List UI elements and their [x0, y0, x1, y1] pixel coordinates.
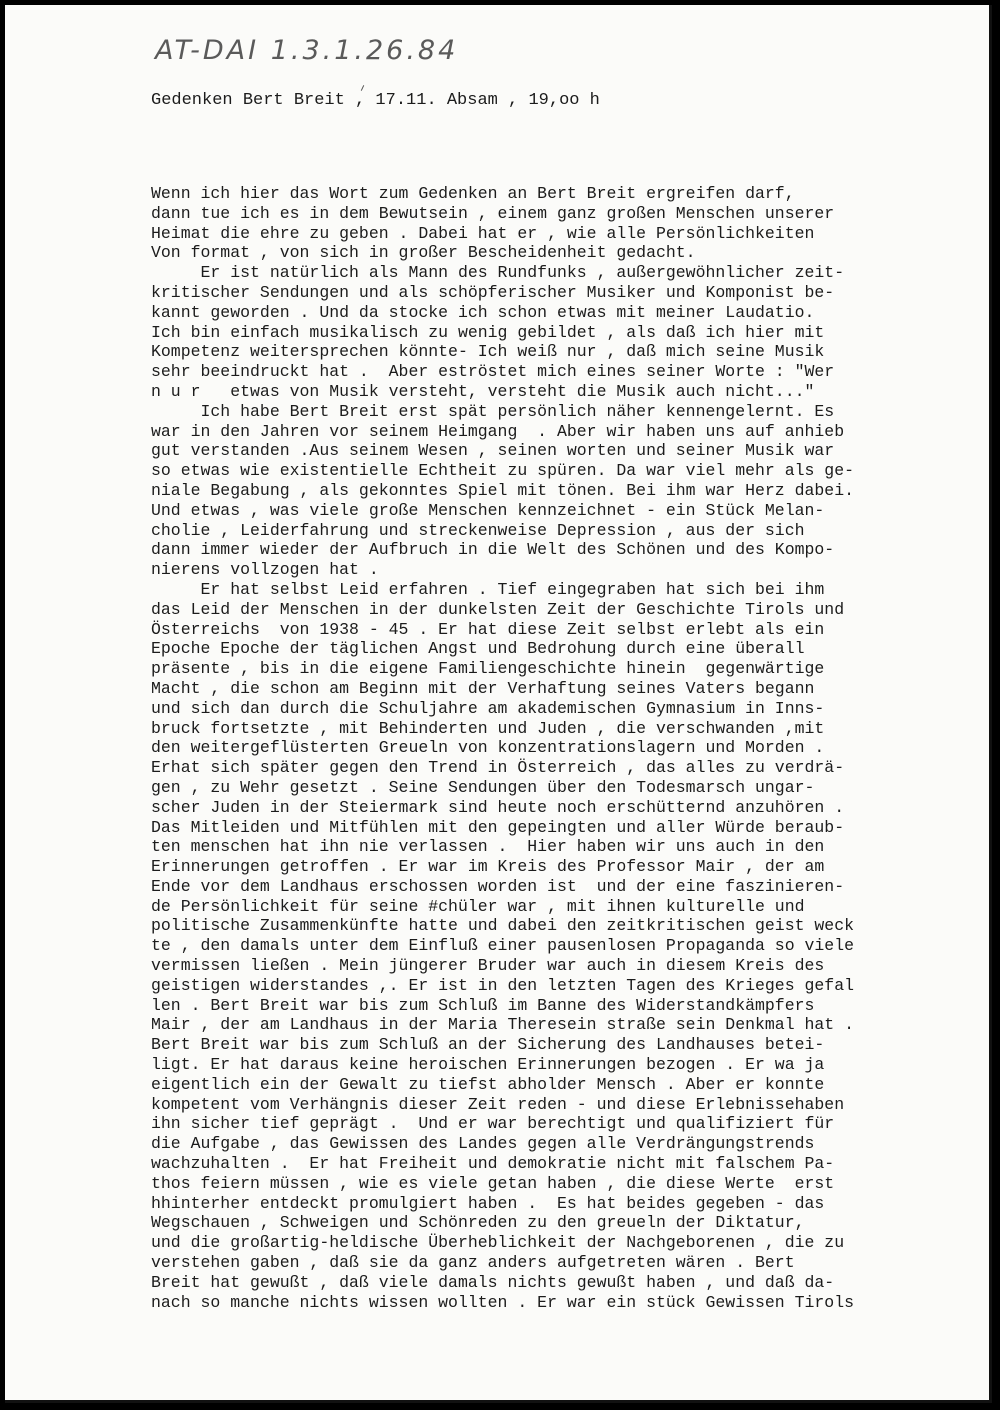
- text-line: Epoche Epoche der täglichen Angst und Bedrohung durch eine überall: [151, 639, 805, 659]
- text-line: gut verstanden .Aus seinem Wesen , seinen worten und seiner Musik war: [151, 441, 835, 461]
- text-line: Wenn ich hier das Wort zum Gedenken an Bert Breit ergreifen darf,: [151, 184, 795, 203]
- text-line: Und etwas , was viele große Menschen kennzeichnet - ein Stück Melan-: [151, 500, 825, 520]
- text-line: kritischer Sendungen und als schöpferischer Musiker und Komponist be-: [151, 282, 835, 302]
- text-line: Heimat die ehre zu geben . Dabei hat er , wie alle Persönlichkeiten: [151, 223, 815, 243]
- text-line: Macht , die schon am Beginn mit der Verhaftung seines Vaters begann: [151, 678, 815, 698]
- text-line: die Aufgabe , das Gewissen des Landes gegen alle Verdrängungstrends: [151, 1134, 815, 1154]
- text-line: Österreichs von 1938 - 45 . Er hat diese Zeit selbst erlebt als ein: [151, 619, 825, 639]
- text-line: geistigen widerstandes ,. Er ist in den letzten Tagen des Krieges gefal: [151, 975, 855, 995]
- text-line: niale Begabung , als gekonntes Spiel mit tönen. Bei ihm war Herz dabei.: [151, 480, 855, 500]
- text-line: cholie , Leiderfahrung und streckenweise Depression , aus der sich: [151, 520, 805, 540]
- text-line: ihn sicher tief geprägt . Und er war berechtigt und qualifiziert für: [151, 1114, 835, 1134]
- text-line: Ende vor dem Landhaus erschossen worden ist und der eine faszinieren-: [151, 876, 845, 896]
- text-line: kompetent vom Verhängnis dieser Zeit reden - und diese Erlebnissehaben: [151, 1094, 845, 1114]
- text-line: war in den Jahren vor seinem Heimgang . Aber wir haben uns auf anhieb: [151, 421, 845, 441]
- document-page: [5, 5, 992, 1403]
- text-line: und sich dan durch die Schuljahre am akademischen Gymnasium in Inns-: [151, 698, 825, 718]
- text-line: Breit hat gewußt , daß viele damals nichts gewußt haben , und daß da-: [151, 1272, 835, 1292]
- text-line: de Persönlichkeit für seine #chüler war , mit ihnen kulturelle und: [151, 896, 805, 916]
- body-text: [151, 184, 854, 1312]
- text-line: dann immer wieder der Aufbruch in die Welt des Schönen und des Kompo-: [151, 540, 835, 560]
- text-line: verstehen gaben , daß sie da ganz anders aufgetreten wären . Bert: [151, 1253, 795, 1273]
- text-line: gen , zu Wehr gesetzt . Seine Sendungen über den Todesmarsch ungar-: [151, 777, 815, 797]
- text-line: bruck fortsetzte , mit Behinderten und Juden , die verschwanden ,mit: [151, 718, 825, 738]
- text-line: Ich habe Bert Breit erst spät persönlich näher kennengelernt. Es: [151, 401, 835, 421]
- text-line: so etwas wie existentielle Echtheit zu spüren. Da war viel mehr als ge-: [151, 461, 855, 481]
- text-line: kannt geworden . Und da stocke ich schon etwas mit meiner Laudatio.: [151, 302, 815, 322]
- text-line: präsente , bis in die eigene Familiengeschichte hinein gegenwärtige: [151, 659, 825, 679]
- text-line: politische Zusammenkünfte hatte und dabei den zeitkritischen geist weck: [151, 916, 855, 936]
- text-line: Wegschauen , Schweigen und Schönreden zu den greueln der Diktatur,: [151, 1213, 805, 1233]
- text-line: ligt. Er hat daraus keine heroischen Erinnerungen bezogen . Er wa ja: [151, 1055, 825, 1075]
- text-line: Er hat selbst Leid erfahren . Tief eingegraben hat sich bei ihm: [151, 579, 825, 599]
- text-line: Von format , von sich in großer Bescheidenheit gedacht.: [151, 243, 696, 263]
- text-line: Kompetenz weitersprechen könnte- Ich weiß nur , daß mich seine Musik: [151, 342, 825, 362]
- text-line: Erinnerungen getroffen . Er war im Kreis des Professor Mair , der am: [151, 857, 825, 877]
- text-line: ten menschen hat ihn nie verlassen . Hier haben wir uns auch in den: [151, 837, 825, 857]
- text-line: den weitergeflüsterten Greueln von konzentrationslagern und Morden .: [151, 738, 825, 758]
- text-line: Er ist natürlich als Mann des Rundfunks , außergewöhnlicher zeit-: [151, 263, 845, 283]
- text-line: n u r etwas von Musik versteht, versteht die Musik auch nicht...": [151, 381, 815, 401]
- text-line: und die großartig-heldische Überheblichkeit der Nachgeborenen , die zu: [151, 1233, 845, 1253]
- text-line: vermissen ließen . Mein jüngerer Bruder war auch in diesem Kreis des: [151, 956, 825, 976]
- text-line: sehr beeindruckt hat . Aber eströstet mich eines seiner Worte : "Wer: [151, 362, 835, 382]
- text-line: scher Juden in der Steiermark sind heute noch erschütternd anzuhören .: [151, 797, 845, 817]
- text-line: nierens vollzogen hat .: [151, 560, 379, 580]
- text-line: te , den damals unter dem Einfluß einer pausenlosen Propaganda so viele: [151, 936, 855, 956]
- text-line: Erhat sich später gegen den Trend in Österreich , das alles zu verdrä-: [151, 758, 845, 778]
- text-line: Mair , der am Landhaus in der Maria Theresein straße sein Denkmal hat .: [151, 1015, 855, 1035]
- document-heading: Gedenken Bert Breit , 17.11. Absam , 19,oo h: [151, 91, 600, 110]
- text-line: eigentlich ein der Gewalt zu tiefst abholder Mensch . Aber er konnte: [151, 1074, 825, 1094]
- text-line: Das Mitleiden und Mitfühlen mit den gepeingten und aller Würde beraub-: [151, 817, 845, 837]
- text-line: hhinterher entdeckt promulgiert haben . Es hat beides gegeben - das: [151, 1193, 825, 1213]
- text-line: thos feiern müssen , wie es viele getan haben , die diese Werte erst: [151, 1173, 835, 1193]
- text-line: Ich bin einfach musikalisch zu wenig gebildet , als daß ich hier mit: [151, 322, 825, 342]
- archive-number: AT-DAI 1.3.1.26.84: [155, 35, 459, 66]
- text-line: dann tue ich es in dem Bewutsein , einem ganz großen Menschen unserer: [151, 203, 835, 223]
- text-line: len . Bert Breit war bis zum Schluß im Banne des Widerstandkämpfers: [151, 995, 815, 1015]
- text-line: wachzuhalten . Er hat Freiheit und demokratie nicht mit falschem Pa-: [151, 1154, 835, 1174]
- text-line: nach so manche nichts wissen wollten . Er war ein stück Gewissen Tirols: [151, 1292, 855, 1312]
- text-line: das Leid der Menschen in der dunkelsten Zeit der Geschichte Tirols und: [151, 599, 845, 619]
- text-line: Bert Breit war bis zum Schluß an der Sicherung des Landhauses betei-: [151, 1035, 825, 1055]
